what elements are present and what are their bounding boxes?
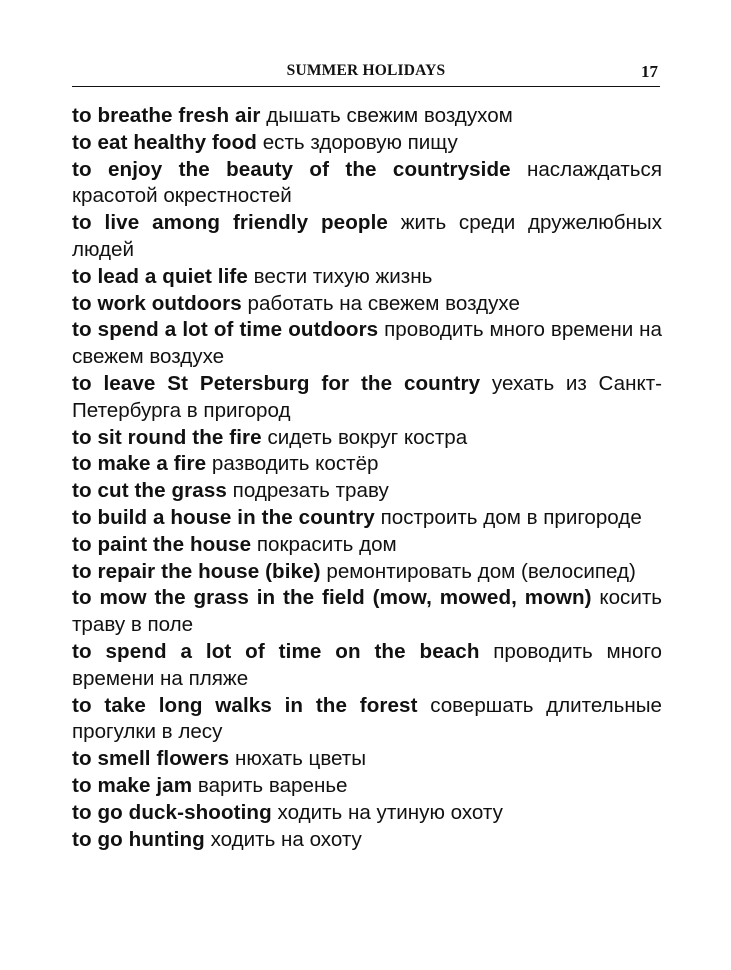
russian-translation: сидеть вокруг костра [267,425,468,449]
english-phrase: to breathe fresh air [72,104,261,127]
english-phrase: to spend a lot of time outdoors [72,318,379,342]
russian-translation: ходить на охоту [210,827,362,851]
russian-translation: ремонтировать дом (велосипед) [326,559,636,583]
vocabulary-entry [72,505,662,532]
russian-translation: разводить костёр [211,452,379,476]
running-title: SUMMER HOLIDAYS [286,62,446,79]
vocabulary-entry [72,425,662,452]
english-phrase: to build a house in the country [72,505,375,529]
vocabulary-entry [72,585,662,639]
russian-translation: проводить много времени на пляже [72,639,662,690]
english-phrase: to work outdoors [72,291,242,315]
header-rule [72,86,660,87]
english-phrase: to go hunting [72,827,205,851]
vocabulary-entry [72,746,662,773]
vocabulary-entry [72,210,662,264]
russian-translation: наслаждаться красотой окрестностей [72,157,662,208]
russian-translation: жить среди дружелюбных людей [72,211,662,261]
english-phrase: to sit round the fire [72,425,262,449]
russian-translation: построить дом в пригороде [380,505,642,529]
page-header [72,62,660,84]
russian-translation: дышать свежим воздухом [266,104,513,127]
vocabulary-entry [72,451,662,478]
russian-translation: работать на свежем воздухе [247,291,520,315]
vocabulary-entry [72,639,662,693]
vocabulary-list [72,103,662,853]
vocabulary-entry [72,103,662,130]
vocabulary-entry [72,559,662,586]
russian-translation: варить варенье [197,773,348,797]
vocabulary-entry [72,693,662,747]
vocabulary-entry [72,773,662,800]
english-phrase: to go duck-shooting [72,800,272,824]
english-phrase: to eat healthy food [72,130,257,154]
page-number: 17 [641,62,658,81]
english-phrase: to live among friendly people [72,211,388,235]
russian-translation: покрасить дом [256,532,397,556]
english-phrase: to enjoy the beauty of the countryside [72,157,511,181]
english-phrase: to take long walks in the forest [72,693,418,717]
english-phrase: to leave St Petersburg for the country [72,371,481,395]
english-phrase: to mow the grass in the field (mow, mowed, mown) [72,586,592,610]
russian-translation: косить траву в поле [72,586,662,637]
vocabulary-entry [72,130,662,157]
russian-translation: уехать из Санкт-Петербурга в пригород [72,371,662,422]
russian-translation: подрезать траву [232,479,389,503]
vocabulary-entry [72,827,662,854]
english-phrase: to paint the house [72,532,252,556]
english-phrase: to cut the grass [72,479,227,503]
english-phrase: to make jam [72,773,193,797]
russian-translation: проводить много времени на свежем воздухе [72,318,662,369]
russian-translation: ходить на утиную охоту [277,800,503,824]
russian-translation: нюхать цветы [234,747,367,771]
vocabulary-entry [72,291,662,318]
english-phrase: to make a fire [72,452,207,476]
vocabulary-entry [72,800,662,827]
russian-translation: совершать длительные прогулки в лесу [72,693,662,744]
english-phrase: to smell flowers [72,747,230,771]
vocabulary-entry [72,264,662,291]
english-phrase: to lead a quiet life [72,264,248,288]
english-phrase: to repair the house (bike) [72,559,321,583]
vocabulary-entry [72,371,662,425]
vocabulary-entry [72,478,662,505]
vocabulary-entry [72,317,662,371]
russian-translation: вести тихую жизнь [253,264,433,288]
vocabulary-entry [72,157,662,211]
english-phrase: to spend a lot of time on the beach [72,639,480,663]
vocabulary-entry [72,532,662,559]
russian-translation: есть здоровую пищу [262,130,458,154]
